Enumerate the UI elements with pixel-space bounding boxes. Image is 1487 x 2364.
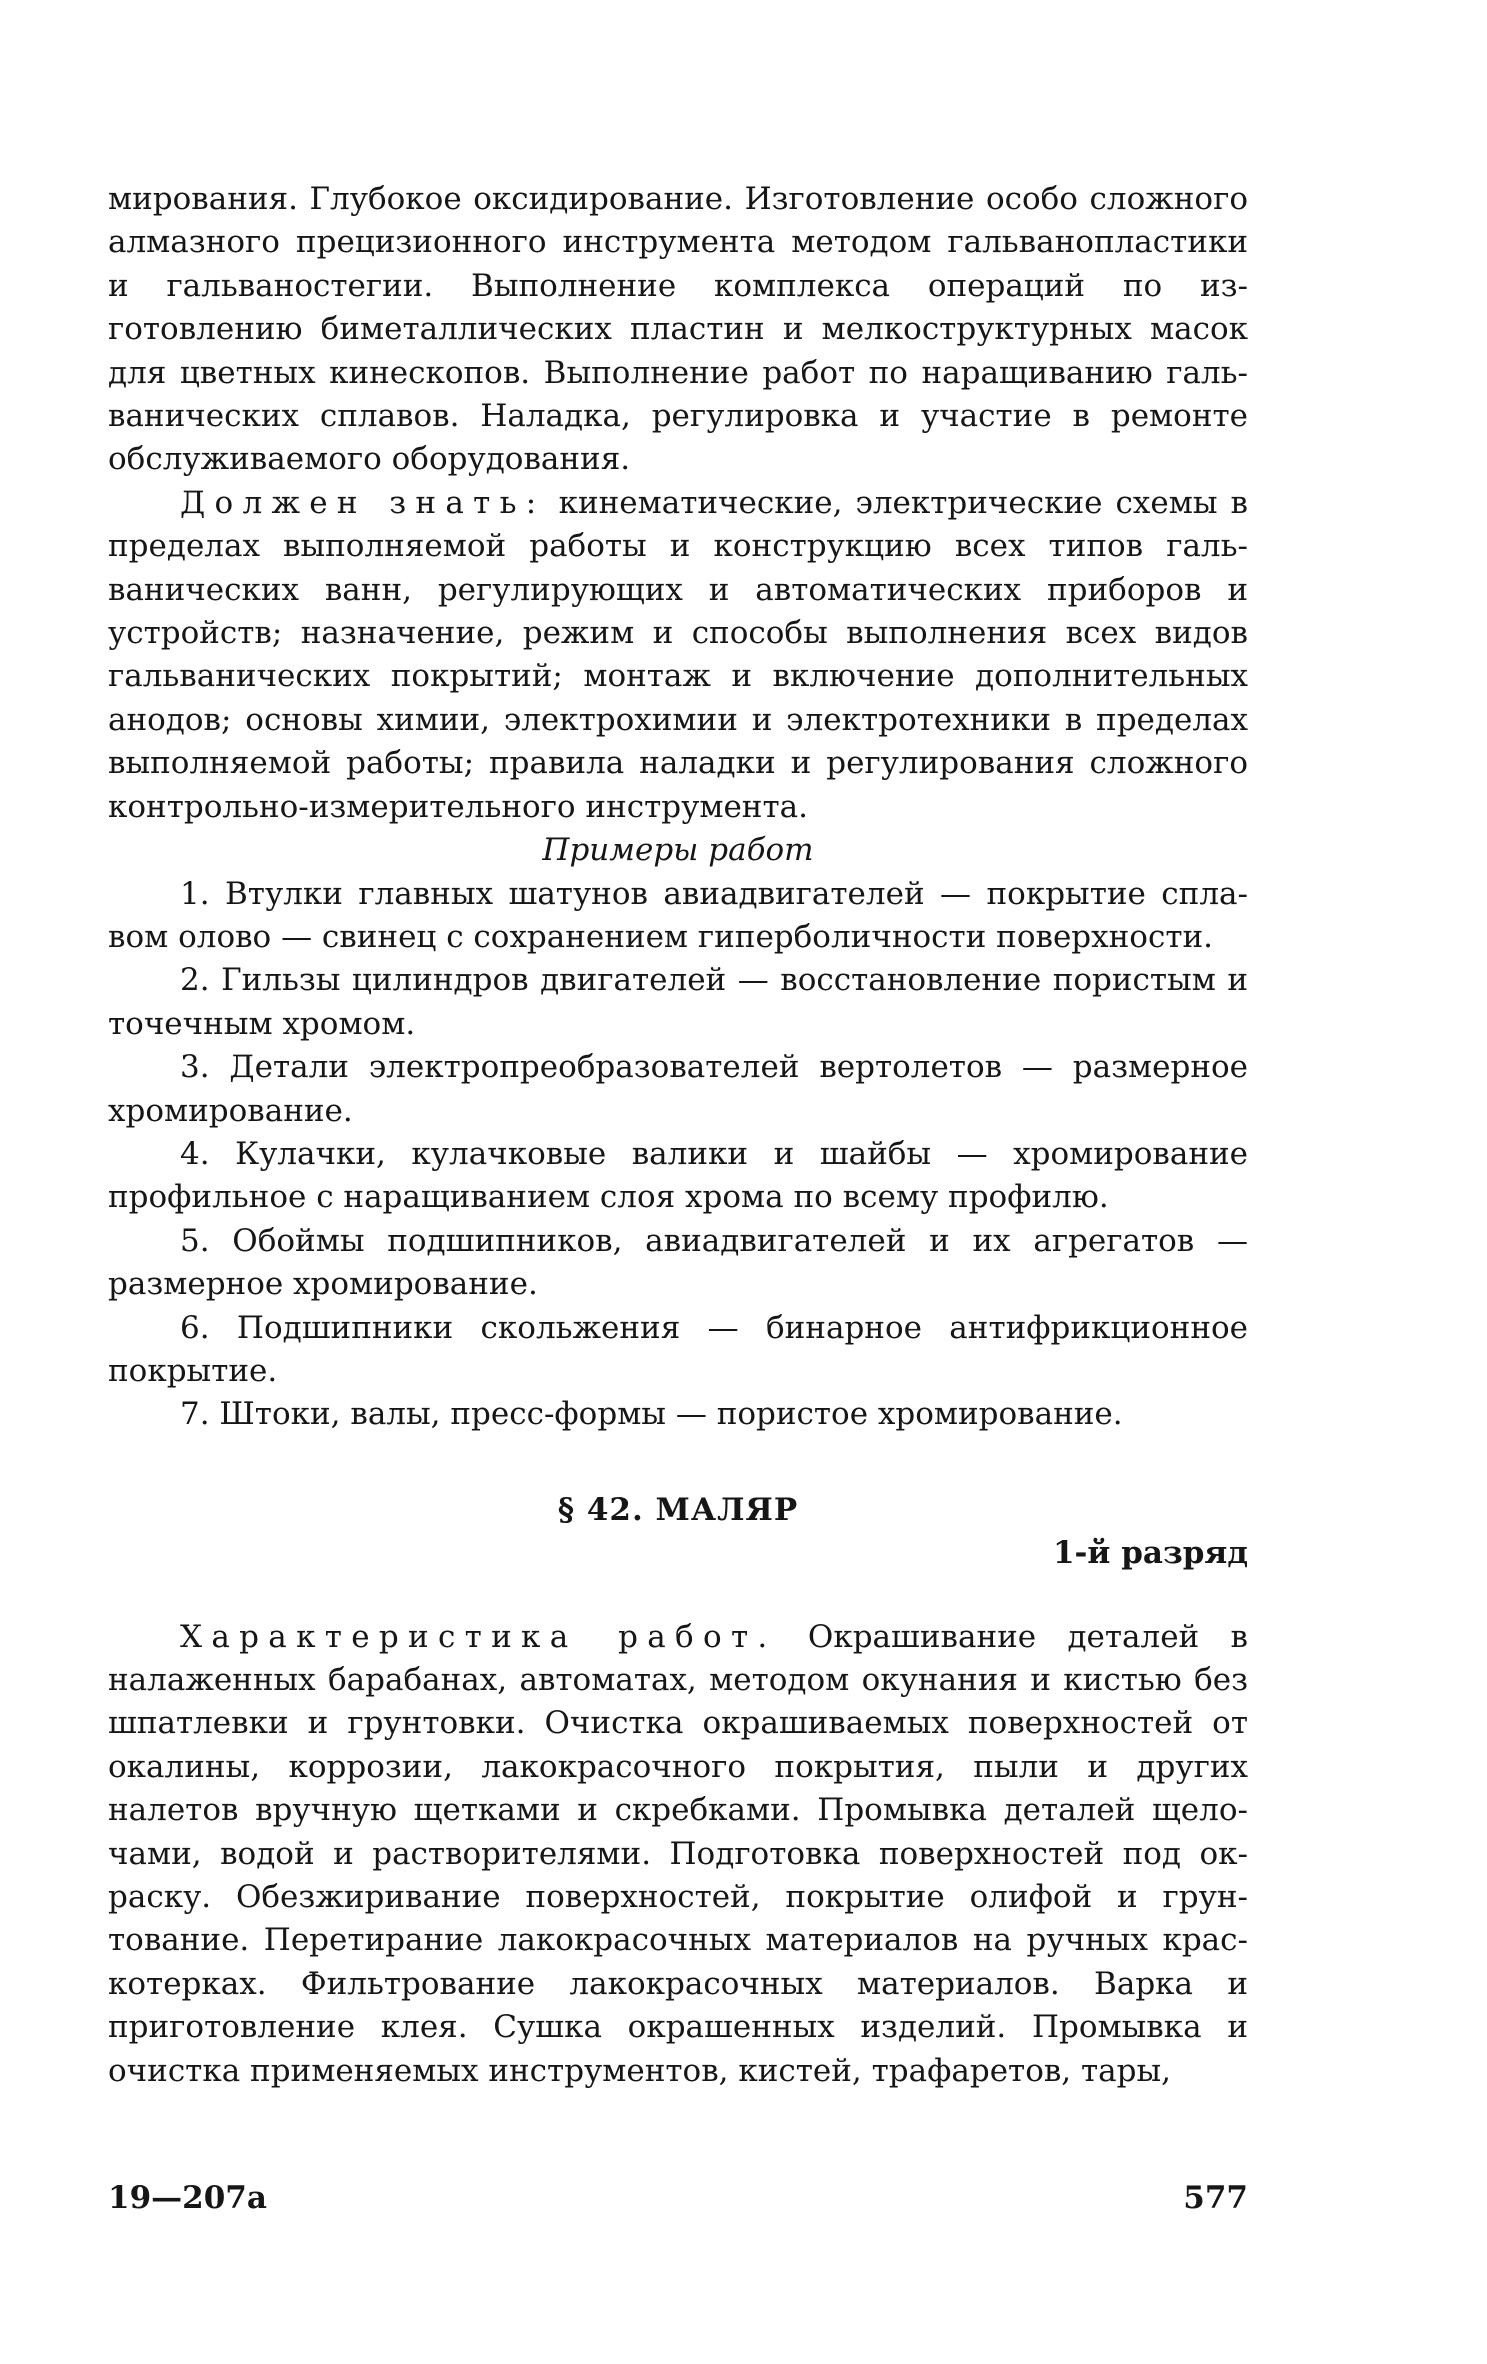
example-item-5: 5. Обоймы подшипников, авиадвигателей и их агрегатов — размерное хромирование. xyxy=(108,1222,1248,1303)
printer-signature: 19—207а xyxy=(108,2180,267,2216)
example-item-1: 1. Втулки главных шатунов авиадвигателей — покрытие сплавом олово — свинец с сохранением гиперболичности поверхности. xyxy=(108,875,1248,955)
examples-heading: Примеры работ xyxy=(542,832,814,869)
example-item-2: 2. Гильзы цилиндров двигателей — восстановление пористым и точечным хромом. xyxy=(108,962,1248,1042)
grade-heading: 1-й разряд xyxy=(1052,1535,1248,1572)
example-item-6: 6. Подшипники скольжения — бинарное антифрикционное покрытие. xyxy=(108,1309,1248,1389)
example-item-7: 7. Штоки, валы, пресс-формы — пористое хромирование. xyxy=(180,1396,1123,1433)
page-number: 577 xyxy=(1183,2180,1248,2216)
page-body xyxy=(108,178,1248,2093)
must-know-lead: Должен знать: xyxy=(180,484,546,521)
section-title: § 42. МАЛЯР xyxy=(557,1491,799,1528)
paragraph-continuation: мирования. Глубокое оксидирование. Изготовление особо сложного алмазного прецизионного инструмента методом гальванопластики и гальваностегии. Выполнение комплекса операций по изготовлению биметаллических пластин и мелкоструктурных масок для цветных кинескопов. Выполнение работ по наращиванию гальванических сплавов. Наладка, регулировка и участие в ремонте обслуживаемого оборудования. xyxy=(108,181,1248,478)
page-footer xyxy=(108,2180,1248,2216)
paragraph-characteristics xyxy=(108,1616,1248,2093)
characteristics-body: Окрашивание деталей в налаженных барабанах, автоматах, методом окунания и кистью без шпатлевки и грунтовки. Очистка окрашиваемых поверхностей от окалины, коррозии, лакокрасочного покрытия, пыли и других налетов вручную щетками и скребками. Промывка деталей щелочами, водой и растворителями. Подготовка поверхностей под окраску. Обезжиривание поверхностей, покрытие олифой и грунтование. Перетирание лакокрасочных материалов на ручных краскотерках. Фильтрование лакокрасочных материалов. Варка и приготовление клея. Сушка окрашенных изделий. Промывка и очистка применяемых инструментов, кистей, трафаретов, тары, xyxy=(108,1618,1248,2089)
must-know-body: кинематические, электрические схемы в пределах выполняемой работы и конструкцию всех типов гальванических ванн, регулирующих и автоматических приборов и устройств; назначение, режим и способы выполнения всех видов гальванических покрытий; монтаж и включение дополнительных анодов; основы химии, электрохимии и электротехники в пределах выполняемой работы; правила наладки и регулирования сложного контрольно-измерительного инструмента. xyxy=(108,484,1248,825)
paragraph-must-know xyxy=(108,482,1248,829)
example-item-3: 3. Детали электропреобразователей вертолетов — размерное хромирование. xyxy=(108,1049,1248,1129)
characteristics-lead: Характеристика работ. xyxy=(180,1618,777,1655)
example-item-4: 4. Кулачки, кулачковые валики и шайбы — хромирование профильное с наращиванием слоя хрома по всему профилю. xyxy=(108,1135,1248,1216)
